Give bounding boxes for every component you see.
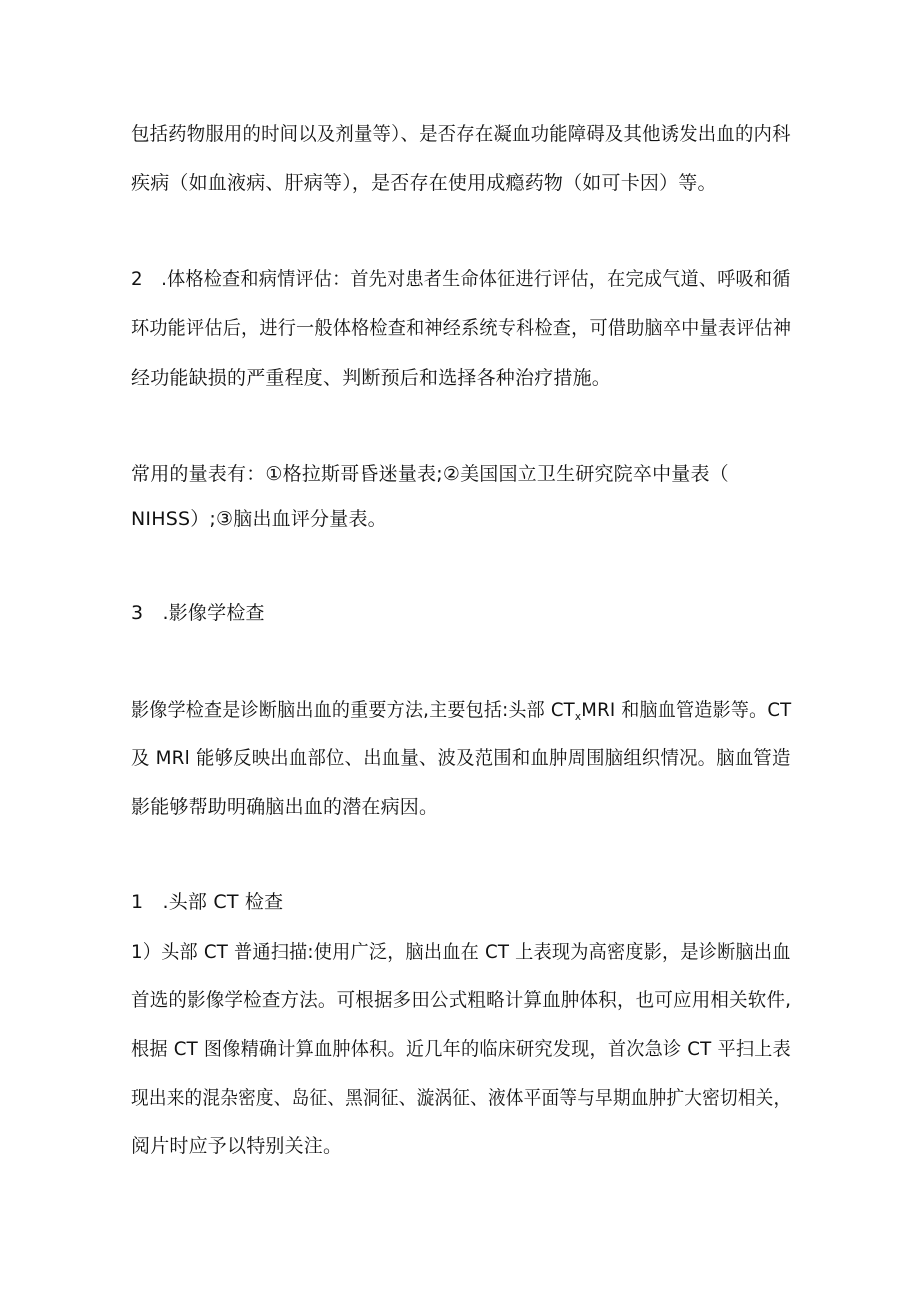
paragraph-line: NIHSS）;③脑出血评分量表。 <box>131 508 387 530</box>
paragraph-line: 及 MRl 能够反映出血部位、出血量、波及范围和血肿周围脑组织情况。脑血管造 <box>131 747 791 769</box>
paragraph-line: 常用的量表有：①格拉斯哥昏迷量表;②美国国立卫生研究院卒中量表（ <box>131 463 729 485</box>
section-paragraph-line: 2 .体格检查和病情评估：首先对患者生命体征进行评估，在完成气道、呼吸和循 <box>131 268 791 290</box>
paragraph-line: 根据 CT 图像精确计算血肿体积。近几年的临床研究发现，首次急诊 CT 平扫上表 <box>131 1038 791 1060</box>
paragraph-line: 阅片时应予以特别关注。 <box>131 1135 343 1157</box>
subscript-text: x <box>574 710 582 723</box>
paragraph-line: 首选的影像学检查方法。可根据多田公式粗略计算血肿体积，也可应用相关软件, <box>131 989 792 1011</box>
paragraph-line: 经功能缺损的严重程度、判断预后和选择各种治疗措施。 <box>131 367 612 389</box>
paragraph-line: 疾病（如血液病、肝病等），是否存在使用成瘾药物（如可卡因）等。 <box>131 172 717 194</box>
text-segment: 影像学检查是诊断脑出血的重要方法,主要包括:头部 CT <box>131 699 575 721</box>
paragraph-line: 环功能评估后，进行一般体格检查和神经系统专科检查，可借助脑卒中量表评估神 <box>131 317 792 339</box>
paragraph-line <box>131 698 791 729</box>
paragraph-line: 包括药物服用的时间以及剂量等）、是否存在凝血功能障碍及其他诱发出血的内科 <box>131 123 791 145</box>
subsection-heading: 1 .头部 CT 检查 <box>131 891 284 913</box>
paragraph-line: 1）头部 CT 普通扫描:使用广泛，脑出血在 CT 上表现为高密度影，是诊断脑出血 <box>131 941 791 963</box>
paragraph-line: 现出来的混杂密度、岛征、黑洞征、漩涡征、液体平面等与早期血肿扩大密切相关， <box>131 1087 792 1109</box>
text-segment: MRI 和脑血管造影等。CT <box>581 699 792 721</box>
section-heading: 3 .影像学检查 <box>131 602 265 624</box>
paragraph-line: 影能够帮助明确脑出血的潜在病因。 <box>131 796 439 818</box>
